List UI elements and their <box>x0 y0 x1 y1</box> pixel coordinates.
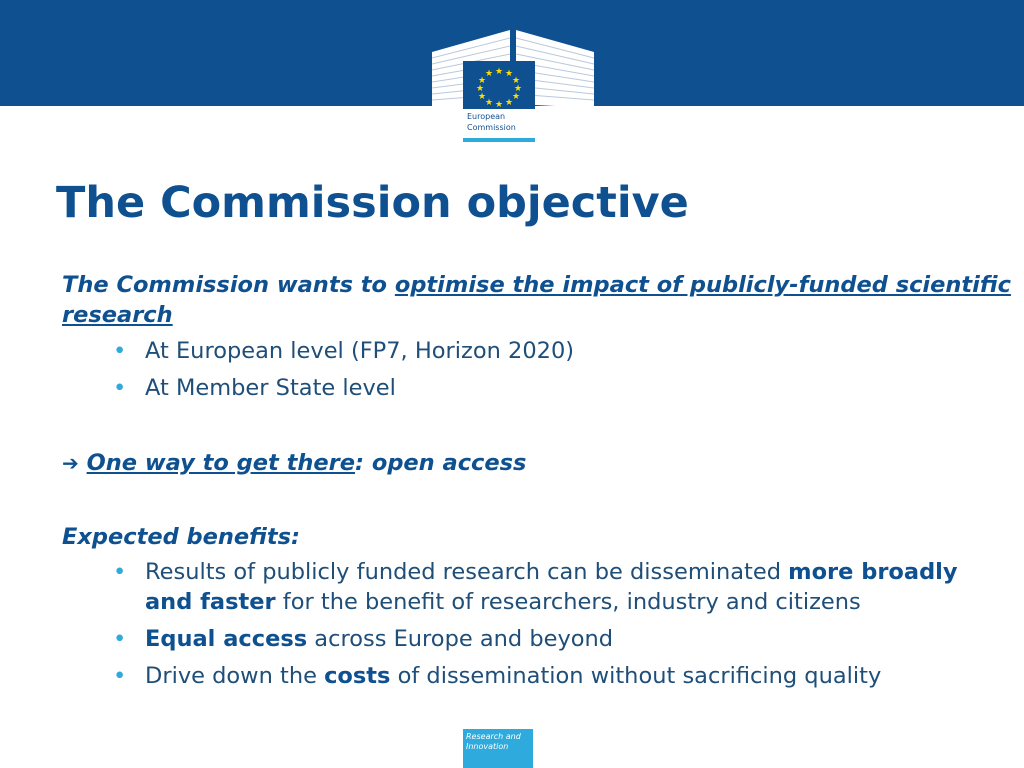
list-item: • Equal access across Europe and beyond <box>62 624 1012 654</box>
arrow-rest-text: : open access <box>355 450 527 476</box>
tag-line-1: Research and <box>466 732 521 741</box>
list-item: • At Member State level <box>62 373 1012 403</box>
svg-text:★: ★ <box>494 100 504 110</box>
svg-text:★: ★ <box>513 84 523 94</box>
levels-list <box>62 336 1012 403</box>
svg-text:★: ★ <box>511 92 521 102</box>
svg-text:★: ★ <box>494 67 504 77</box>
intro-statement <box>62 270 1012 330</box>
svg-text:★: ★ <box>484 98 494 108</box>
benefits-heading: Expected benefits: <box>62 524 301 550</box>
benefits-list <box>62 557 1012 691</box>
open-access-line <box>62 448 1012 478</box>
slide-body <box>62 270 1012 691</box>
slide-title: The Commission objective <box>56 178 689 228</box>
european-commission-logo <box>430 28 596 144</box>
intro-plain: The Commission wants to <box>62 272 395 298</box>
list-item: • Results of publicly funded research can be disseminated more broadly and faster for the benefit of researchers, industry and citizens <box>62 557 1012 617</box>
arrow-link-text: One way to get there <box>86 450 356 476</box>
svg-text:★: ★ <box>504 69 514 79</box>
logo-line-2: Commission <box>467 123 516 132</box>
list-item: • Drive down the costs of dissemination without sacrificing quality <box>62 661 1012 691</box>
svg-text:★: ★ <box>477 76 487 86</box>
svg-text:★: ★ <box>484 69 494 79</box>
svg-text:★: ★ <box>475 84 485 94</box>
svg-text:★: ★ <box>504 98 514 108</box>
svg-text:★: ★ <box>477 92 487 102</box>
tag-line-2: Innovation <box>466 742 509 751</box>
logo-line-1: European <box>467 112 506 121</box>
intro-underlined: optimise the impact of publicly-funded scientific research <box>62 272 1011 328</box>
svg-text:★: ★ <box>511 76 521 86</box>
list-item: • At European level (FP7, Horizon 2020) <box>62 336 1012 366</box>
right-arrow-icon: ➔ <box>62 451 79 475</box>
research-innovation-tag <box>463 729 533 768</box>
